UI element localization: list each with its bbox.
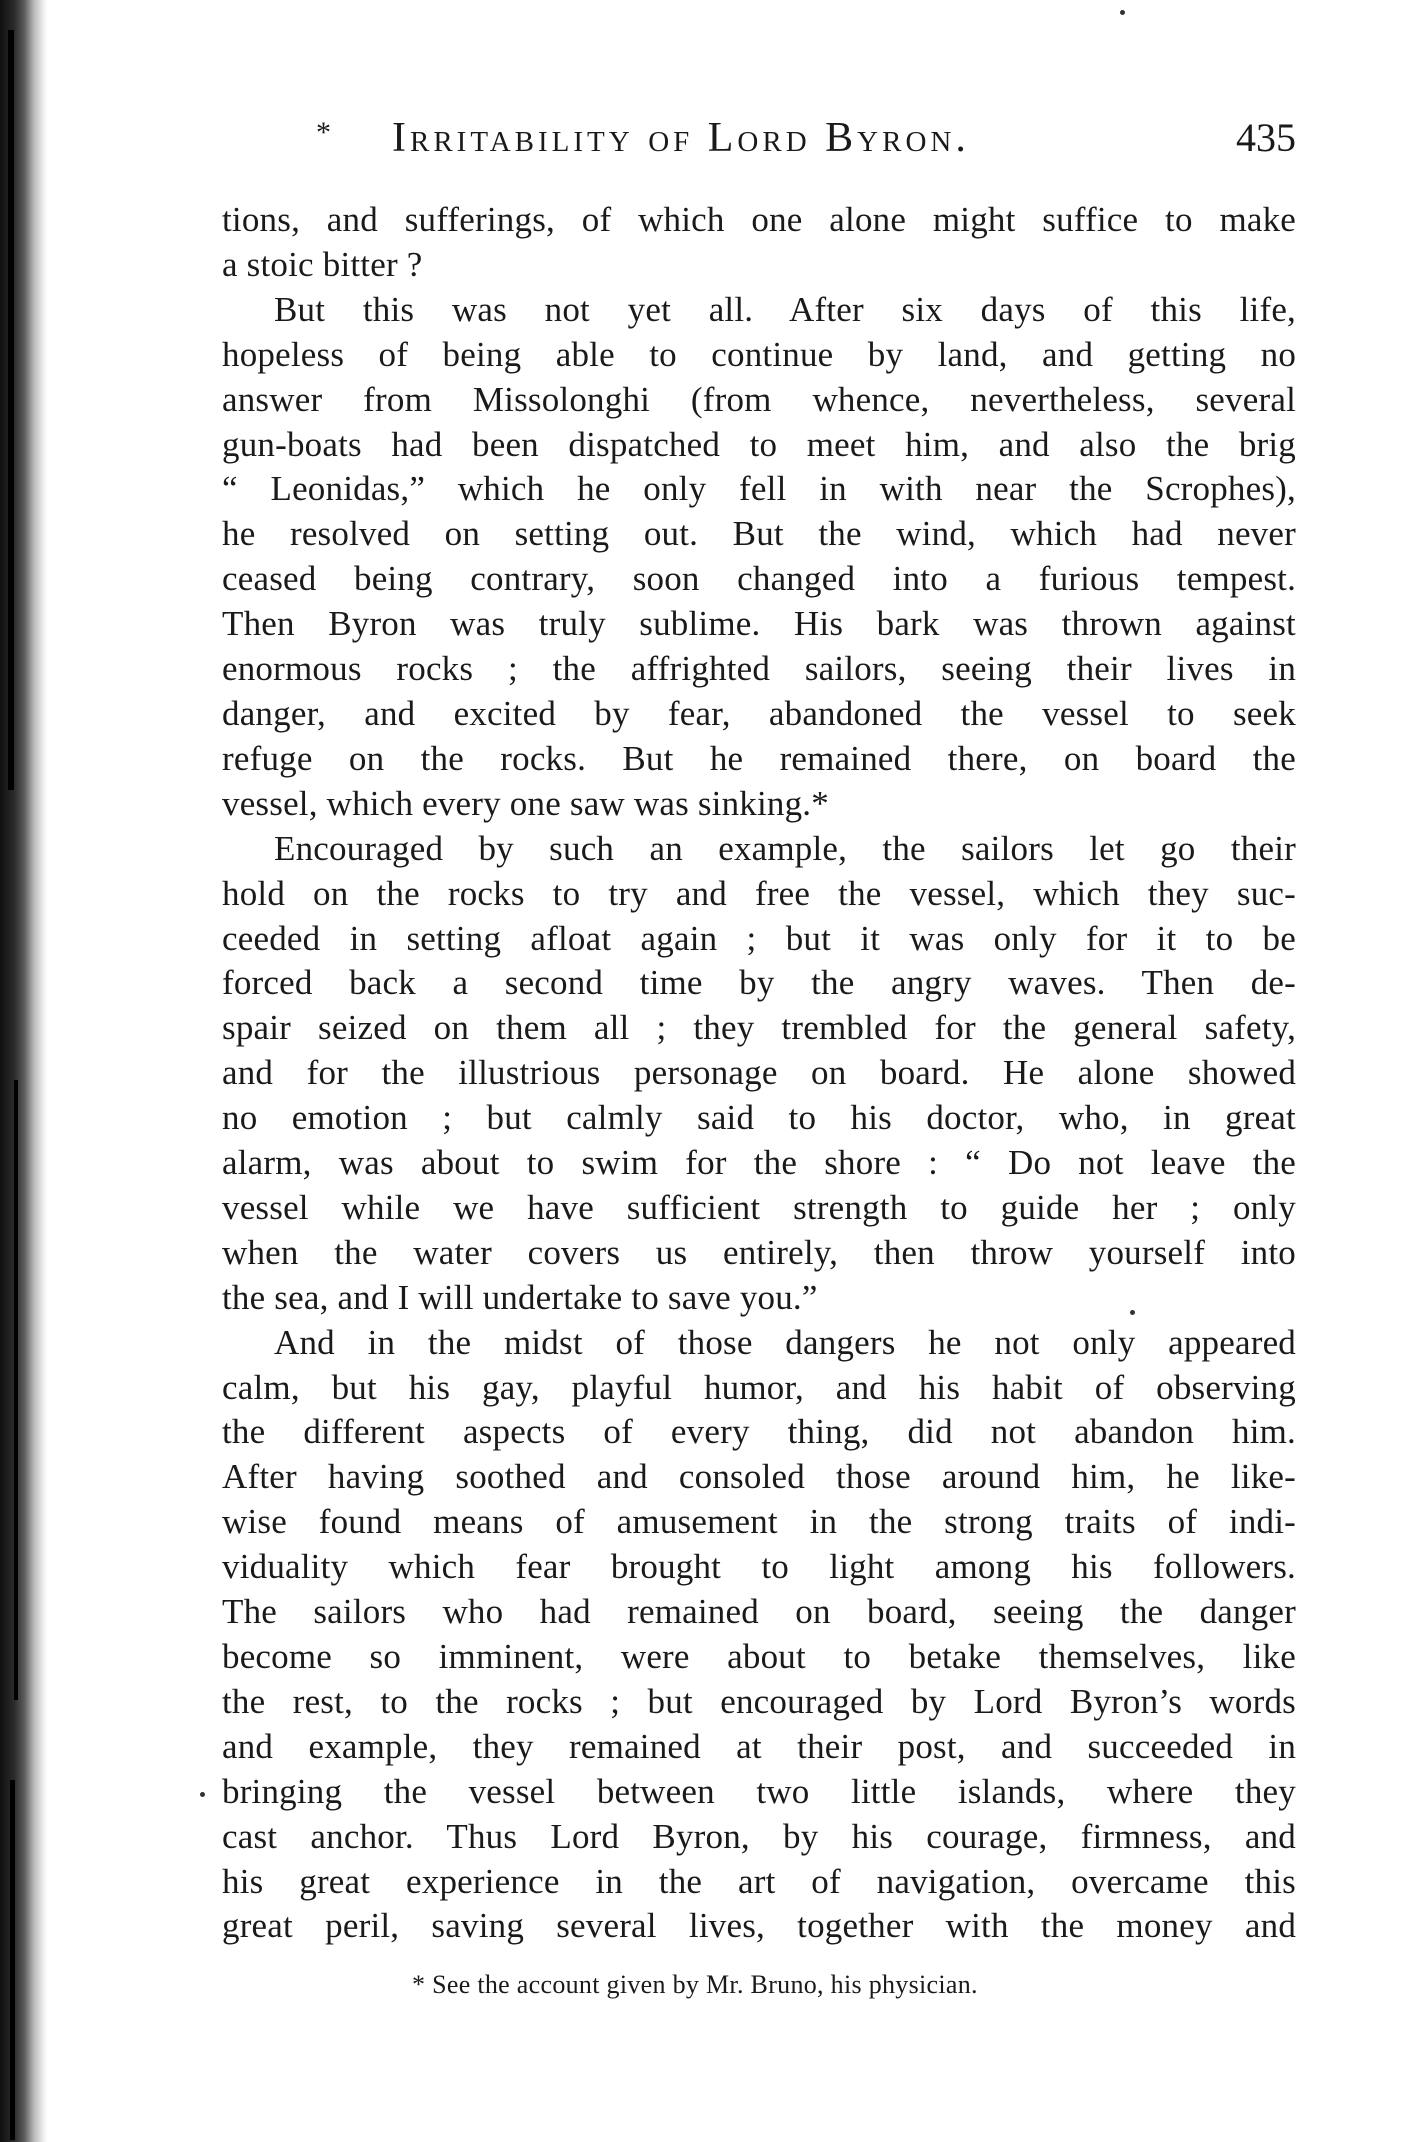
running-head-mark: *	[316, 116, 331, 149]
text-line: viduality which fear brought to light among his followers.	[222, 1547, 1296, 1587]
text-line: he resolved on setting out. But the wind, which had never	[222, 514, 1296, 554]
running-head-title: Irritability of Lord Byron.	[392, 115, 970, 161]
text-line: vessel, which every one saw was sinking.*	[222, 783, 829, 823]
text-line: forced back a second time by the angry waves. Then de-	[222, 963, 1297, 1003]
text-line: hold on the rocks to try and free the vessel, which they suc-	[222, 873, 1296, 913]
text-line: answer from Missolonghi (from whence, nevertheless, several	[222, 379, 1296, 419]
text-line: no emotion ; but calmly said to his doctor, who, in great	[222, 1098, 1296, 1138]
text-line: the rest, to the rocks ; but encouraged by Lord Byron’s words	[222, 1681, 1296, 1721]
text-line: hopeless of being able to continue by land, and getting no	[222, 334, 1297, 374]
footnote: * See the account given by Mr. Bruno, his physician.	[412, 1970, 978, 1999]
running-head	[196, 108, 1296, 168]
text-line: Then Byron was truly sublime. His bark was thrown against	[222, 604, 1296, 644]
text-line: great peril, saving several lives, together with the money and	[222, 1906, 1297, 1946]
text-line: his great experience in the art of navigation, overcame this	[222, 1861, 1296, 1901]
text-line: wise found means of amusement in the strong traits of indi-	[222, 1502, 1297, 1542]
text-line: danger, and excited by fear, abandoned the vessel to seek	[222, 693, 1296, 733]
text-line: “ Leonidas,” which he only fell in with near the Scrophes),	[222, 469, 1296, 509]
text-line: calm, but his gay, playful humor, and his habit of observing	[222, 1367, 1296, 1407]
text-line: Encouraged by such an example, the sailors let go their	[274, 828, 1296, 868]
text-line: and example, they remained at their post, and succeeded in	[222, 1726, 1297, 1766]
text-line: the sea, and I will undertake to save you.”	[222, 1277, 818, 1317]
gutter-shadow	[14, 1080, 18, 1700]
scan-speck	[200, 1792, 205, 1797]
scan-speck	[1120, 10, 1125, 15]
text-line: refuge on the rocks. But he remained there, on board the	[222, 738, 1296, 778]
text-line: enormous rocks ; the affrighted sailors, seeing their lives in	[222, 649, 1297, 689]
text-line: cast anchor. Thus Lord Byron, by his courage, firmness, and	[222, 1816, 1296, 1856]
page-number: 435	[1236, 115, 1296, 160]
text-line: ceeded in setting afloat again ; but it was only for it to be	[222, 918, 1296, 958]
gutter-shadow	[8, 30, 14, 790]
text-line: vessel while we have sufficient strength to guide her ; only	[222, 1187, 1296, 1227]
text-line: gun-boats had been dispatched to meet him, and also the brig	[222, 424, 1297, 464]
gutter-shadow	[10, 1780, 15, 2140]
text-line: when the water covers us entirely, then throw yourself into	[222, 1232, 1296, 1272]
binding-gutter	[0, 0, 48, 2142]
text-line: And in the midst of those dangers he not only appeared	[274, 1322, 1297, 1362]
text-line: bringing the vessel between two little islands, where they	[222, 1771, 1296, 1811]
text-line: After having soothed and consoled those around him, he like-	[222, 1457, 1297, 1497]
text-line: But this was not yet all. After six days of this life,	[274, 289, 1297, 329]
text-line: become so imminent, were about to betake themselves, like	[222, 1637, 1296, 1676]
scan-speck	[1130, 1310, 1135, 1315]
text-line: tions, and sufferings, of which one alone might suffice to make	[222, 200, 1297, 239]
text-line: a stoic bitter ?	[222, 244, 423, 284]
text-line: the different aspects of every thing, did not abandon him.	[222, 1412, 1297, 1452]
text-line: The sailors who had remained on board, seeing the danger	[222, 1592, 1297, 1632]
text-line: alarm, was about to swim for the shore : “ Do not leave the	[222, 1143, 1297, 1183]
body-text	[222, 198, 1296, 1949]
text-line: and for the illustrious personage on board. He alone showed	[222, 1053, 1297, 1093]
text-line: ceased being contrary, soon changed into a furious tempest.	[222, 559, 1297, 599]
text-line: spair seized on them all ; they trembled for the general safety,	[222, 1008, 1297, 1048]
